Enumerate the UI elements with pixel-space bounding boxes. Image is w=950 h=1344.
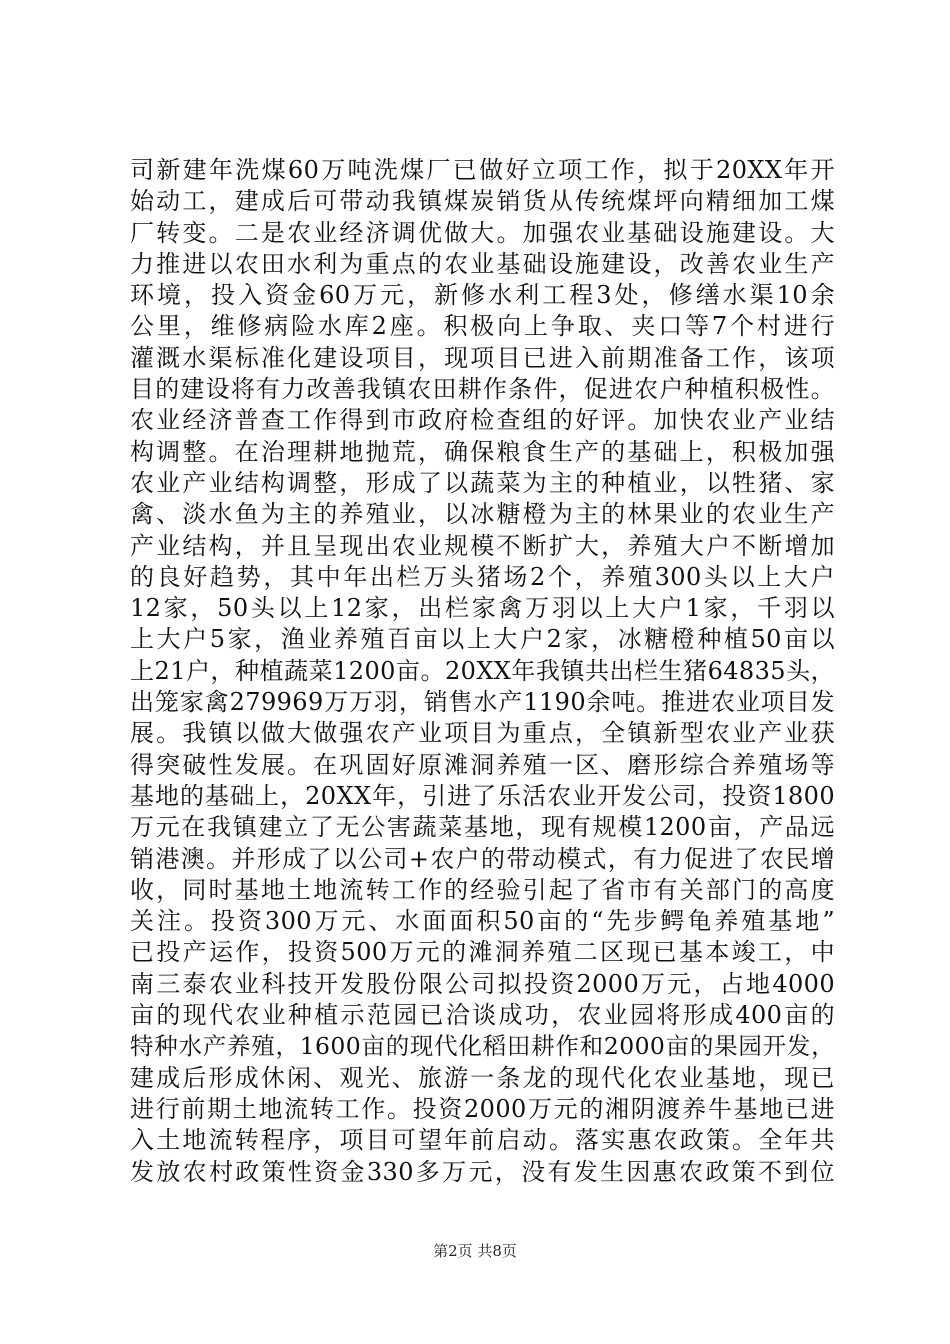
text-line: 力推进以农田水利为重点的农业基础设施建设，改善农业生产	[130, 249, 835, 278]
text-line: 建成后形成休闲、观光、旅游一条龙的现代化农业基地，现已	[130, 1063, 835, 1092]
text-line: 基地的基础上，20XX年，引进了乐活农业开发公司，投资1800	[130, 781, 835, 810]
text-line: 特种水产养殖，1600亩的现代化稻田耕作和2000亩的果园开发，	[130, 1032, 835, 1061]
text-line: 展。我镇以做大做强农产业项目为重点，全镇新型农业产业获	[130, 719, 835, 748]
text-line: 灌溉水渠标准化建设项目，现项目已进入前期准备工作，该项	[130, 343, 835, 372]
text-line: 始动工，建成后可带动我镇煤炭销货从传统煤坪向精细加工煤	[130, 187, 835, 216]
text-line: 构调整。在治理耕地抛荒，确保粮食生产的基础上，积极加强	[130, 437, 835, 466]
text-line: 产业结构，并且呈现出农业规模不断扩大，养殖大户不断增加	[130, 531, 835, 560]
text-line: 发放农村政策性资金330多万元，没有发生因惠农政策不到位	[130, 1157, 835, 1186]
text-line: 的良好趋势，其中年出栏万头猪场2个，养殖300头以上大户	[130, 562, 835, 591]
text-line: 司新建年洗煤60万吨洗煤厂已做好立项工作，拟于20XX年开	[130, 156, 835, 184]
text-line: 入土地流转程序，项目可望年前启动。落实惠农政策。全年共	[130, 1126, 835, 1155]
text-line: 销港澳。并形成了以公司+农户的带动模式，有力促进了农民增	[130, 844, 835, 873]
page-footer: 第2页 共8页	[433, 1242, 517, 1260]
text-line: 万元在我镇建立了无公害蔬菜基地，现有规模1200亩，产品远	[130, 813, 835, 842]
text-line: 农业产业结构调整，形成了以蔬菜为主的种植业，以牲猪、家	[130, 468, 835, 497]
text-line: 环境，投入资金60万元，新修水利工程3处，修缮水渠10余	[130, 281, 835, 310]
text-line: 上大户5家，渔业养殖百亩以上大户2家，冰糖橙种植50亩以	[130, 625, 835, 654]
text-line: 上21户，种植蔬菜1200亩。20XX年我镇共出栏生猪64835头，	[130, 656, 835, 685]
text-line: 12家，50头以上12家，出栏家禽万羽以上大户1家，千羽以	[130, 594, 835, 623]
text-line: 公里，维修病险水库2座。积极向上争取、夹口等7个村进行	[130, 312, 835, 341]
text-line: 得突破性发展。在巩固好原滩洞养殖一区、磨形综合养殖场等	[130, 750, 835, 779]
text-line: 亩的现代农业种植示范园已洽谈成功，农业园将形成400亩的	[130, 1001, 835, 1030]
body-text	[130, 155, 835, 1188]
text-line: 禽、淡水鱼为主的养殖业，以冰糖橙为主的林果业的农业生产	[130, 500, 835, 529]
text-line: 厂转变。二是农业经济调优做大。加强农业基础设施建设。大	[130, 218, 835, 247]
text-line: 进行前期土地流转工作。投资2000万元的湘阴渡养牛基地已进	[130, 1094, 835, 1123]
text-line: 关注。投资300万元、水面面积50亩的“先步鳄龟养殖基地”	[130, 907, 835, 936]
text-line: 收，同时基地土地流转工作的经验引起了省市有关部门的高度	[130, 875, 835, 904]
text-line: 农业经济普查工作得到市政府检查组的好评。加快农业产业结	[130, 406, 835, 435]
text-line: 目的建设将有力改善我镇农田耕作条件，促进农户种植积极性。	[130, 375, 835, 404]
text-line: 南三泰农业科技开发股份限公司拟投资2000万元，占地4000	[130, 969, 835, 998]
text-line: 已投产运作，投资500万元的滩洞养殖二区现已基本竣工，中	[130, 938, 835, 967]
text-line: 出笼家禽279969万万羽，销售水产1190余吨。推进农业项目发	[130, 688, 835, 717]
